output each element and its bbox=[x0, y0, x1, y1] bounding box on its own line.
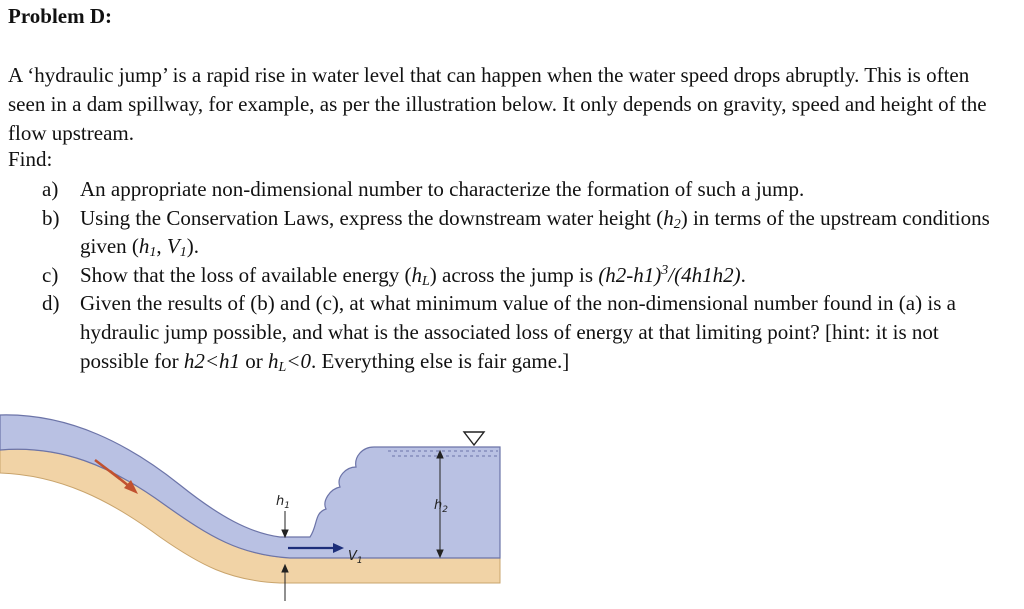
condition-hl: $h_L<0$ bbox=[268, 348, 311, 375]
question-b: b) Using the Conservation Laws, express the downstream water height $(h_2)$ in terms of the upstream conditions given ($h_1$, $V_1$). bbox=[42, 205, 990, 261]
find-label: Find: bbox=[8, 147, 53, 171]
hydraulic-jump-illustration bbox=[0, 405, 520, 605]
question-d-label: d) bbox=[42, 291, 60, 316]
question-c-label: c) bbox=[42, 262, 59, 287]
question-d-text-1: Given the results of (b) and (c), at what minimum value of the non-dimensional number found in (a) is a hydraulic jump possible, and what is the associated loss of energy at that limiting point? [hint: it is not possible for bbox=[80, 291, 956, 373]
question-b-text-2: ) in terms of the upstream conditions given ( bbox=[80, 205, 990, 259]
v1-label: $V_1$ bbox=[348, 549, 363, 566]
energy-loss-formula: $(h2-h1)^3/(4h1h2)$ bbox=[598, 262, 741, 287]
problem-title: Problem D: bbox=[8, 4, 113, 28]
h2-variable: $h_2$ bbox=[663, 205, 681, 232]
free-surface-triangle-icon bbox=[464, 432, 484, 445]
question-c: c) Show that the loss of available energy $(h_L)$ across the jump is $(h2-h1)^3/(4h1h2)$. bbox=[42, 262, 746, 289]
condition-h2-lt-h1: h2<h1 bbox=[183, 348, 240, 373]
hl-variable: $h_L$ bbox=[411, 262, 430, 289]
question-a bbox=[0, 175, 1010, 204]
question-b-text-3: ). bbox=[186, 234, 199, 259]
h1-label: $h_1$ bbox=[276, 494, 290, 511]
problem-description: A ‘hydraulic jump’ is a rapid rise in water level that can happen when the water speed drops abruptly. This is often seen in a dam spillway, for example, as per the illustration below. It only depends on gravity, speed and height of the flow upstream. bbox=[8, 63, 987, 145]
v1-variable: $V_1$ bbox=[166, 234, 187, 261]
question-c-text-2: ) across the jump is bbox=[429, 262, 599, 287]
question-d-text-3: . Everything else is fair game.] bbox=[310, 348, 570, 373]
question-a-label: a) bbox=[42, 177, 59, 201]
h2-label: $h_2$ bbox=[434, 498, 448, 515]
question-a-text: An appropriate non-dimensional number to characterize the formation of such a jump. bbox=[80, 177, 805, 201]
h1-variable: $h_1$ bbox=[138, 234, 157, 261]
question-b-label: b) bbox=[42, 205, 60, 230]
question-c-text-1: Show that the loss of available energy ( bbox=[80, 262, 412, 287]
question-d: d) Given the results of (b) and (c), at what minimum value of the non-dimensional number found in (a) is a hydraulic jump possible, and what is the associated loss of energy at that limiting point? [hint: it is not possible for h2<h1 or $h_L<0$. Everything else is fair game.] bbox=[42, 291, 956, 375]
question-b-text-1: Using the Conservation Laws, express the downstream water height ( bbox=[80, 205, 664, 230]
question-list bbox=[0, 175, 1010, 375]
